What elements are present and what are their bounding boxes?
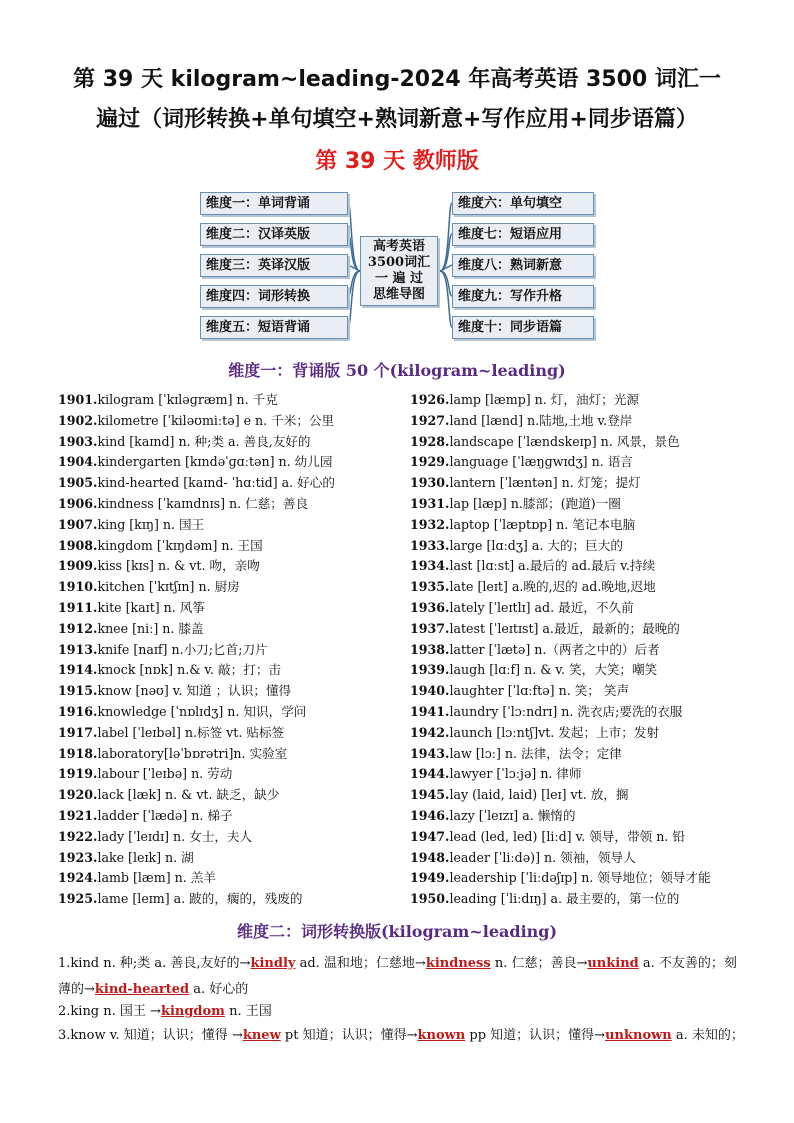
word-entry — [410, 411, 750, 432]
word-entry — [58, 681, 398, 702]
word-number: 1947. — [410, 828, 450, 844]
word-entry — [58, 723, 398, 744]
word-definition: lamp [læmp] n. 灯，油灯；光源 — [449, 392, 639, 407]
word-definition: lady [ˈleɪdɪ] n. 女士，夫人 — [97, 828, 253, 844]
word-entry — [58, 473, 398, 494]
word-definition: laptop [ˈlæptɒp] n. 笔记本电脑 — [449, 516, 636, 532]
word-definition: language [ˈlæŋɡwɪdʒ] n. 语言 — [449, 454, 633, 470]
word-number: 1902. — [58, 412, 98, 428]
word-number: 1922. — [58, 828, 98, 844]
word-entry — [410, 515, 750, 536]
word-number: 1934. — [410, 558, 450, 574]
word-definition: latter [ˈlætə] n.（两者之中的）后者 — [449, 641, 660, 657]
mind-map — [200, 190, 600, 340]
word-number: 1946. — [410, 807, 450, 823]
word-number: 1940. — [410, 683, 450, 699]
word-entry — [410, 806, 750, 827]
word-number: 1910. — [58, 579, 98, 595]
word-number: 1930. — [410, 475, 450, 491]
word-number: 1901. — [58, 392, 98, 407]
word-number: 1913. — [58, 641, 98, 657]
word-number: 1918. — [58, 745, 98, 761]
word-definition: lamb [læm] n. 羔羊 — [97, 870, 216, 886]
word-definition: laugh [lɑːf] n. & v. 笑，大笑；嘲笑 — [449, 662, 658, 678]
word-definition: last [lɑːst] a.最后的 ad.最后 v.持续 — [449, 558, 656, 574]
word-definition: lead (led, led) [liːd] v. 领导，带领 n. 铅 — [449, 828, 685, 844]
section-1-heading: 维度一：背诵版 50 个(kilogram~leading) — [228, 361, 566, 380]
mind-map-node-6: 维度六：单句填空 — [452, 192, 594, 215]
word-entry — [58, 619, 398, 640]
word-number: 1939. — [410, 662, 450, 678]
word-number: 1923. — [58, 849, 98, 865]
word-number: 1941. — [410, 703, 450, 719]
word-definition: kilogram [ˈkɪləɡræm] n. 千克 — [97, 392, 278, 407]
word-definition: large [lɑːdʒ] a. 大的；巨大的 — [449, 537, 623, 553]
word-entry — [410, 640, 750, 661]
mind-map-node-4: 维度四：词形转换 — [200, 285, 348, 308]
mind-map-center: 高考英语 3500词汇 一 遍 过 思维导图 — [360, 236, 438, 306]
word-definition: kingdom [ˈkɪŋdəm] n. 王国 — [97, 537, 263, 553]
word-form-item-3: 3.know v. 知道；认识；懂得 →knew pt 知道；认识；懂得→known pp 知道；认识；懂得→unknown a. 未知的； — [58, 1028, 744, 1043]
word-definition: launch [lɔːntʃ]vt. 发起；上市；发射 — [449, 724, 660, 740]
word-entry — [58, 577, 398, 598]
word-entry — [410, 473, 750, 494]
word-number: 1936. — [410, 599, 450, 615]
word-definition: king [kɪŋ] n. 国王 — [97, 516, 205, 532]
word-number: 1904. — [58, 454, 98, 470]
word-definition: lake [leɪk] n. 湖 — [97, 849, 194, 865]
word-number: 1916. — [58, 703, 98, 719]
word-number: 1942. — [410, 724, 450, 740]
mind-map-node-10: 维度十：同步语篇 — [452, 316, 594, 339]
mind-map-node-5: 维度五：短语背诵 — [200, 316, 348, 339]
word-number: 1911. — [58, 599, 98, 615]
word-definition: labour [ˈleɪbə] n. 劳动 — [97, 766, 233, 782]
word-entry — [58, 806, 398, 827]
word-form-item-2: 2.king n. 国王 →kingdom n. 王国 — [58, 1004, 272, 1019]
word-entry — [58, 640, 398, 661]
word-entry — [58, 598, 398, 619]
word-definition: kind [kaɪnd] n. 种;类 a. 善良,友好的 — [97, 433, 311, 449]
word-entry — [58, 390, 398, 411]
word-number: 1927. — [410, 412, 450, 428]
word-entry — [410, 536, 750, 557]
word-number: 1945. — [410, 787, 450, 803]
word-number: 1906. — [58, 495, 98, 511]
answer-kindly: kindly — [250, 956, 296, 971]
title-line-1: 第 39 天 kilogram~leading-2024 年高考英语 3500 词汇一 — [73, 67, 721, 92]
word-definition: latest [ˈleɪtɪst] a.最近，最新的；最晚的 — [449, 620, 680, 636]
answer-knew: knew — [242, 1028, 281, 1043]
document-title — [0, 60, 794, 140]
word-number: 1909. — [58, 558, 98, 574]
word-number: 1944. — [410, 766, 450, 782]
word-number: 1912. — [58, 620, 98, 636]
word-entry — [410, 598, 750, 619]
word-entry — [58, 432, 398, 453]
word-entry — [410, 848, 750, 869]
word-number: 1905. — [58, 475, 98, 491]
word-entry — [58, 889, 398, 910]
word-definition: know [nəʊ] v. 知道 ；认识；懂得 — [97, 683, 292, 699]
word-definition: lawyer [ˈlɔːjə] n. 律师 — [449, 766, 582, 782]
word-entry — [58, 764, 398, 785]
word-definition: landscape [ˈlændskeɪp] n. 风景，景色 — [449, 433, 680, 449]
section-2-heading: 维度二：词形转换版(kilogram~leading) — [236, 922, 558, 941]
word-number: 1932. — [410, 516, 450, 532]
word-number: 1915. — [58, 683, 98, 699]
word-definition: kindness [ˈkaɪndnɪs] n. 仁慈；善良 — [97, 495, 309, 511]
word-entry — [58, 536, 398, 557]
word-entry — [58, 785, 398, 806]
word-definition: laundry [ˈlɔːndrɪ] n. 洗衣店;要洗的衣服 — [449, 703, 683, 719]
word-number: 1948. — [410, 849, 450, 865]
word-entry — [58, 827, 398, 848]
word-number: 1949. — [410, 870, 450, 886]
word-definition: knock [nɒk] n.& v. 敲；打；击 — [97, 662, 282, 678]
mind-map-node-9: 维度九：写作升格 — [452, 285, 594, 308]
word-entry — [410, 827, 750, 848]
word-entry — [410, 494, 750, 515]
answer-kindness: kindness — [425, 956, 491, 971]
word-number: 1917. — [58, 724, 98, 740]
word-definition: laboratory[ləˈbɒrətri]n. 实验室 — [97, 745, 288, 761]
word-definition: knife [naɪf] n.小刀;匕首;刀片 — [97, 641, 268, 657]
word-entry — [410, 452, 750, 473]
word-number: 1907. — [58, 516, 98, 532]
answer-unkind: unkind — [587, 956, 639, 971]
word-number: 1929. — [410, 454, 450, 470]
word-entry — [58, 868, 398, 889]
word-number: 1924. — [58, 870, 98, 886]
word-number: 1933. — [410, 537, 450, 553]
word-number: 1925. — [58, 891, 98, 907]
word-entry — [410, 702, 750, 723]
word-form-item-1: 1.kind n. 种;类 a. 善良,友好的→kindly ad. 温和地；仁慈地→kindness n. 仁慈；善良→unkind a. 不友善的；刻 薄的→kind-hearted a. 好心的 — [58, 956, 737, 997]
word-entry — [410, 681, 750, 702]
word-entry — [58, 660, 398, 681]
word-entry — [410, 556, 750, 577]
word-number: 1921. — [58, 807, 98, 823]
word-number: 1937. — [410, 620, 450, 636]
word-definition: kindergarten [kɪndəˈɡɑːtən] n. 幼儿园 — [97, 454, 333, 470]
word-entry — [58, 494, 398, 515]
word-definition: late [leɪt] a.晚的,迟的 ad.晚地,迟地 — [449, 579, 656, 595]
word-definition: leadership [ˈliːdəʃɪp] n. 领导地位；领导才能 — [449, 870, 711, 886]
word-number: 1926. — [410, 392, 450, 407]
word-definition: lame [leɪm] a. 跛的，瘸的，残废的 — [97, 891, 303, 907]
word-number: 1908. — [58, 537, 98, 553]
word-entry — [410, 619, 750, 640]
word-definition: kiss [kɪs] n. & vt. 吻，亲吻 — [97, 558, 260, 574]
word-entry — [410, 889, 750, 910]
word-entry — [58, 556, 398, 577]
word-definition: label [ˈleɪbəl] n.标签 vt. 贴标签 — [97, 724, 285, 740]
mind-map-node-8: 维度八：熟词新意 — [452, 254, 594, 277]
word-definition: ladder [ˈlædə] n. 梯子 — [97, 807, 233, 823]
mind-map-node-1: 维度一：单词背诵 — [200, 192, 348, 215]
word-number: 1935. — [410, 579, 450, 595]
answer-kingdom: kingdom — [160, 1004, 225, 1019]
word-definition: lack [læk] n. & vt. 缺乏，缺少 — [97, 787, 280, 803]
word-number: 1950. — [410, 891, 450, 907]
word-definition: kind-hearted [kaɪnd- ˈhɑːtid] a. 好心的 — [97, 475, 335, 491]
word-definition: kite [kaɪt] n. 风筝 — [97, 599, 205, 615]
word-definition: leading [ˈliːdɪŋ] a. 最主要的，第一位的 — [449, 891, 680, 907]
word-entry — [410, 432, 750, 453]
word-definition: laughter [ˈlɑːftə] n. 笑； 笑声 — [449, 683, 630, 699]
word-number: 1920. — [58, 787, 98, 803]
word-list-left-column — [58, 390, 398, 910]
title-line-2: 遍过（词形转换+单句填空+熟词新意+写作应用+同步语篇） — [96, 107, 698, 132]
word-definition: lazy [ˈleɪzɪ] a. 懒惰的 — [449, 807, 576, 823]
word-definition: leader [ˈliːdə)] n. 领袖，领导人 — [449, 849, 636, 865]
mind-map-node-3: 维度三：英译汉版 — [200, 254, 348, 277]
word-definition: lately [ˈleɪtlɪ] ad. 最近，不久前 — [449, 599, 634, 615]
word-definition: law [lɔː] n. 法律，法令；定律 — [449, 745, 622, 761]
word-entry — [58, 744, 398, 765]
word-entry — [410, 390, 750, 411]
word-entry — [410, 764, 750, 785]
word-definition: kilometre [ˈkiləʊmiːtə] e n. 千米；公里 — [97, 412, 335, 428]
word-definition: knowledge [ˈnɒlɪdʒ] n. 知识，学问 — [97, 703, 307, 719]
word-number: 1938. — [410, 641, 450, 657]
answer-known: known — [417, 1028, 466, 1043]
word-number: 1919. — [58, 766, 98, 782]
mind-map-node-2: 维度二：汉译英版 — [200, 223, 348, 246]
answer-unknown: unknown — [605, 1028, 672, 1043]
word-number: 1928. — [410, 433, 450, 449]
word-definition: lap [læp] n.膝部；(跑道)一圈 — [449, 495, 621, 511]
word-entry — [410, 660, 750, 681]
word-definition: knee [niː] n. 膝盖 — [97, 620, 204, 636]
word-entry — [410, 577, 750, 598]
word-entry — [58, 452, 398, 473]
word-definition: land [lænd] n.陆地,土地 v.登岸 — [449, 412, 633, 428]
word-entry — [58, 515, 398, 536]
word-entry — [58, 702, 398, 723]
word-number: 1943. — [410, 745, 450, 761]
word-entry — [410, 868, 750, 889]
mind-map-node-7: 维度七：短语应用 — [452, 223, 594, 246]
word-number: 1914. — [58, 662, 98, 678]
word-entry — [410, 723, 750, 744]
word-entry — [410, 785, 750, 806]
word-number: 1931. — [410, 495, 450, 511]
word-definition: kitchen [ˈkɪtʃɪn] n. 厨房 — [97, 579, 240, 595]
answer-kind-hearted: kind-hearted — [94, 982, 190, 997]
word-entry — [410, 744, 750, 765]
word-entry — [58, 411, 398, 432]
word-list-right-column — [410, 390, 750, 910]
word-entry — [58, 848, 398, 869]
document-subtitle: 第 39 天 教师版 — [315, 149, 479, 174]
word-definition: lantern [ˈlæntən] n. 灯笼；提灯 — [449, 475, 641, 491]
word-definition: lay (laid, laid) [leɪ] vt. 放，搁 — [449, 787, 629, 803]
word-number: 1903. — [58, 433, 98, 449]
